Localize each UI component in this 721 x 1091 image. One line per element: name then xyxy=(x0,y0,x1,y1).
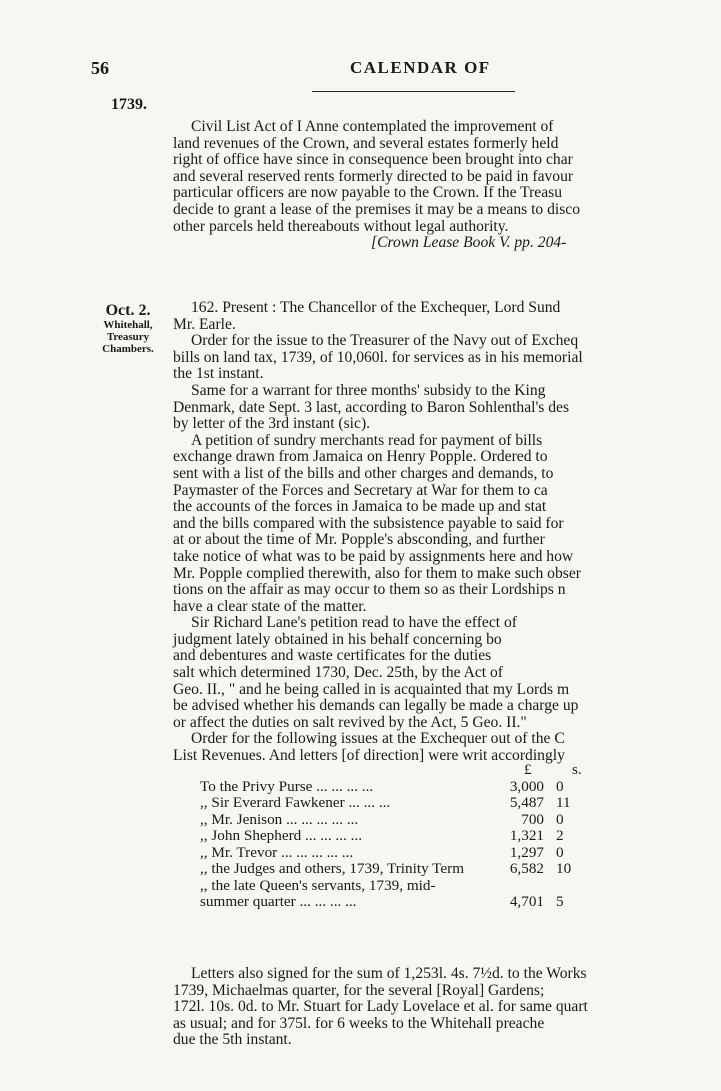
payee: summer quarter ... ... ... ... xyxy=(200,893,357,910)
shillings-value: 0 xyxy=(556,810,564,828)
margin-place: Whitehall, xyxy=(103,319,153,331)
running-title: CALENDAR OF xyxy=(350,58,491,77)
text-line: Mr. Popple complied therewith, also for them to make such obser xyxy=(173,564,581,582)
paragraph-block-3 xyxy=(173,966,721,1049)
shillings-value: 0 xyxy=(556,843,564,861)
text-line: land revenues of the Crown, and several estates formerly held xyxy=(173,134,559,152)
text-line: A petition of sundry merchants read for payment of bills xyxy=(191,431,543,449)
pounds-value: 4,701 xyxy=(509,893,544,910)
text-line: decide to grant a lease of the premises it may be a means to disco xyxy=(173,200,581,218)
text-line: Denmark, date Sept. 3 last, according to Baron Sohlenthal's des xyxy=(173,398,570,416)
table-row xyxy=(200,828,660,845)
text-line: judgment lately obtained in his behalf concerning bo xyxy=(173,630,502,648)
payee: To the Privy Purse ... ... ... ... xyxy=(200,777,374,795)
margin-note xyxy=(90,303,166,355)
text-line: take notice of what was to be paid by assignments here and how xyxy=(173,547,574,565)
text-line: Paymaster of the Forces and Secretary at War for them to ca xyxy=(173,481,548,499)
shillings-value: 5 xyxy=(556,893,564,910)
payee: ,, Mr. Trevor ... ... ... ... ... xyxy=(200,843,354,861)
text-line: Letters also signed for the sum of 1,253l. 4s. 7½d. to the Works xyxy=(191,965,587,982)
text-line: Sir Richard Lane's petition read to have the effect of xyxy=(191,614,517,632)
text-line: other parcels held thereabouts without legal authority. xyxy=(173,217,509,235)
text-line: tions on the affair as may occur to them so as their Lordships n xyxy=(173,581,566,599)
text-line: salt which determined 1730, Dec. 25th, by the Act of xyxy=(173,664,503,682)
text-line: 1739, Michaelmas quarter, for the several [Royal] Gardens; xyxy=(173,981,545,999)
table-row xyxy=(200,795,660,812)
page-number: 56 xyxy=(91,58,109,78)
text-line: sent with a list of the bills and other charges and demands, to xyxy=(173,464,554,482)
text-line: exchange drawn from Jamaica on Henry Popple. Ordered to xyxy=(173,448,548,466)
text-line: Geo. II., " and he being called in is acquainted that my Lords m xyxy=(173,680,570,698)
table-row xyxy=(200,861,660,878)
pounds-header: £ xyxy=(524,761,532,778)
shillings-value: 10 xyxy=(556,860,572,877)
table-header-row xyxy=(200,762,660,779)
text-line: and several reserved rents formerly directed to be paid in favour xyxy=(173,167,574,185)
shillings-value: 11 xyxy=(556,794,571,811)
shillings-value: 2 xyxy=(556,827,564,844)
margin-date: Oct. 2. xyxy=(105,302,151,319)
pounds-value: 1,321 xyxy=(509,827,544,844)
text-line: bills on land tax, 1739, of 10,060l. for services as in his memorial xyxy=(173,348,583,366)
text-line: at or about the time of Mr. Popple's absconding, and further xyxy=(173,531,545,549)
text-line: Order for the issue to the Treasurer of the Navy out of Excheq xyxy=(191,332,579,350)
payee: ,, Sir Everard Fawkener ... ... ... xyxy=(200,794,391,811)
text-line: Civil List Act of I Anne contemplated the improvement of xyxy=(191,118,554,135)
entry-heading: 162. Present : The Chancellor of the Exchequer, Lord Sund xyxy=(191,299,561,316)
citation: [Crown Lease Book V. pp. 204- xyxy=(371,234,567,252)
table-row xyxy=(200,779,660,796)
table-row xyxy=(200,845,660,862)
text-line: Same for a warrant for three months' subsidy to the King xyxy=(191,381,546,399)
paragraph-block-2 xyxy=(173,300,721,765)
shillings-header: s. xyxy=(572,761,582,778)
text-line: due the 5th instant. xyxy=(173,1031,292,1049)
text-line: by letter of the 3rd instant (sic). xyxy=(173,415,371,433)
text-line: have a clear state of the matter. xyxy=(173,597,367,615)
text-line: right of office have since in consequence been brought into char xyxy=(173,151,573,169)
pounds-value: 700 xyxy=(521,810,544,828)
pounds-value: 5,487 xyxy=(509,794,544,811)
text-line: List Revenues. And letters [of direction] were writ accordingly xyxy=(173,747,565,765)
pounds-value: 1,297 xyxy=(509,843,544,861)
table-row xyxy=(200,812,660,829)
text-line: the 1st instant. xyxy=(173,365,264,383)
pounds-value: 3,000 xyxy=(509,777,544,795)
payee: ,, the late Queen's servants, 1739, mid- xyxy=(200,876,436,894)
text-line: or affect the duties on salt revived by the Act, 5 Geo. II." xyxy=(173,713,527,731)
header-rule xyxy=(312,91,515,92)
margin-place: Chambers. xyxy=(102,343,154,355)
text-line: 172l. 10s. 0d. to Mr. Stuart for Lady Lovelace et al. for same quart xyxy=(173,998,588,1016)
text-line: Order for the following issues at the Exchequer out of the C xyxy=(191,730,565,748)
text-line: and the bills compared with the subsistence payable to said for xyxy=(173,514,564,532)
issues-table xyxy=(200,762,660,911)
margin-place: Treasury xyxy=(106,331,150,343)
text-line: as usual; and for 375l. for 6 weeks to the Whitehall preache xyxy=(173,1014,545,1032)
text-line: Mr. Earle. xyxy=(173,315,236,333)
payee: ,, Mr. Jenison ... ... ... ... ... xyxy=(200,810,359,828)
year-marker: 1739. xyxy=(111,96,147,113)
table-row xyxy=(200,894,660,911)
pounds-value: 6,582 xyxy=(509,860,544,877)
text-line: be advised whether his demands can legally be made a charge up xyxy=(173,697,579,715)
shillings-value: 0 xyxy=(556,777,564,795)
text-line: the accounts of the forces in Jamaica to be made up and stat xyxy=(173,498,547,516)
paragraph-block-1 xyxy=(173,119,721,252)
payee: ,, the Judges and others, 1739, Trinity Term xyxy=(200,860,465,877)
text-line: and debentures and waste certificates for the duties xyxy=(173,647,492,665)
text-line: particular officers are now payable to the Crown. If the Treasu xyxy=(173,184,562,202)
table-row xyxy=(200,878,660,895)
payee: ,, John Shepherd ... ... ... ... xyxy=(200,827,362,844)
